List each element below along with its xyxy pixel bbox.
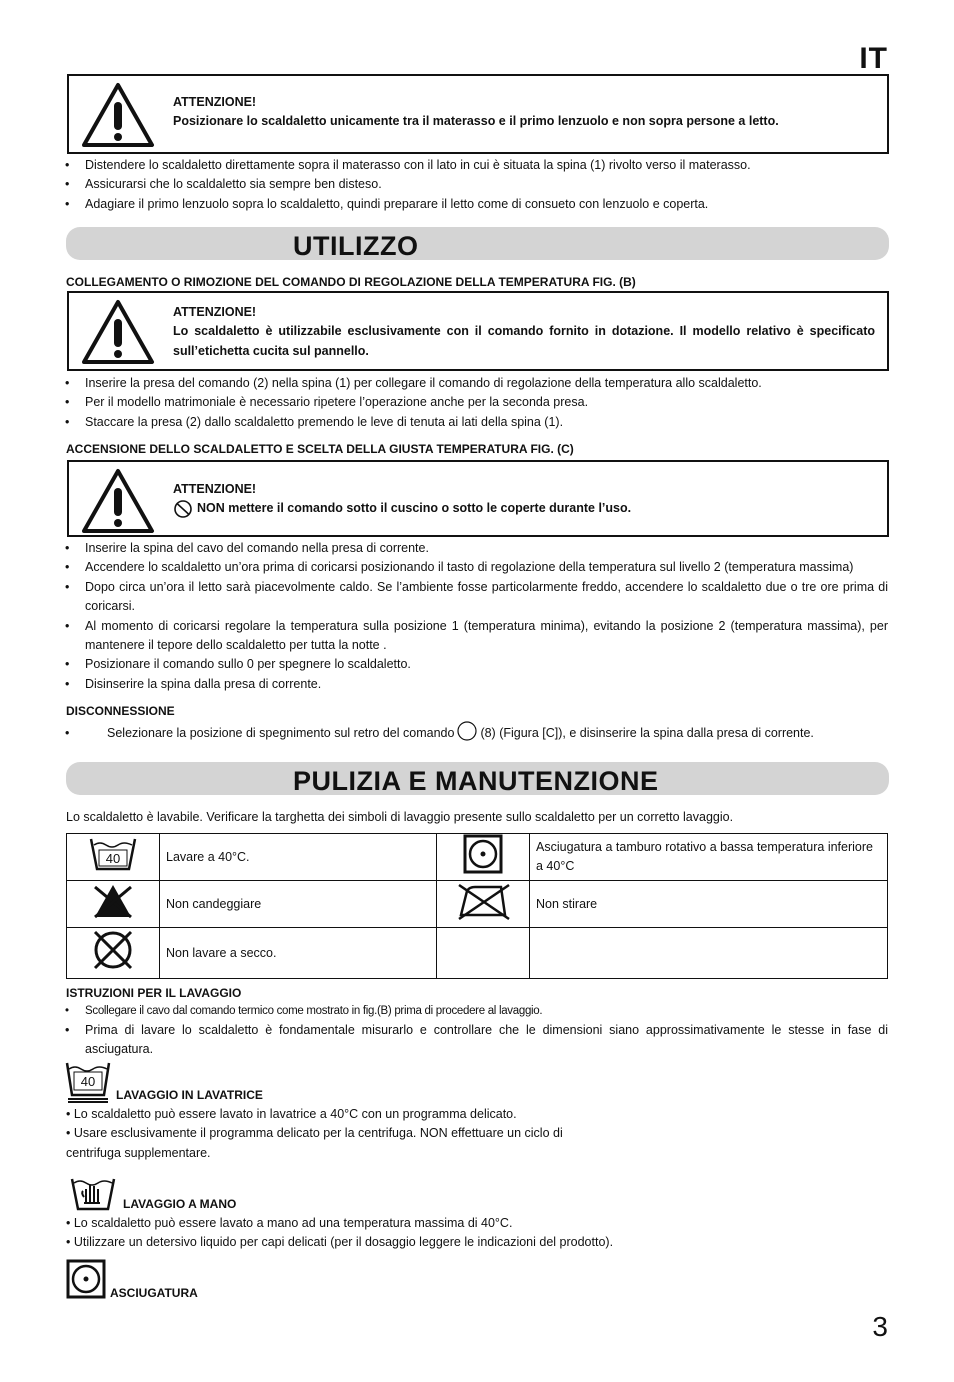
list-item: • Al momento di coricarsi regolare la temperatura sulla posizione 1 (temperatura minima), evitando la posizione 2 (temperatura massima), per mantenere il tepore dello scaldaletto per tutta la notte . bbox=[65, 617, 888, 656]
istruzioni-bullet-list bbox=[65, 1003, 888, 1060]
wash-40-icon bbox=[65, 1061, 111, 1103]
list-item: • Per il modello matrimoniale è necessario ripetere l’operazione anche per la seconda presa. bbox=[65, 393, 888, 412]
warning-text: Lo scaldaletto è utilizzabile esclusivamente con il comando fornito in dotazione. Il modello relativo è specificato sull’etichetta cucita sul pannello. bbox=[173, 324, 875, 358]
list-item: • Inserire la presa del comando (2) nella spina (1) per collegare il comando di regolazione della temperatura allo scaldaletto. bbox=[65, 374, 888, 393]
table-cell bbox=[437, 834, 530, 881]
lavatrice-line: • Lo scaldaletto può essere lavato in lavatrice a 40°C con un programma delicato. bbox=[66, 1107, 517, 1121]
list-item: • Posizionare il comando sullo 0 per spegnere lo scaldaletto. bbox=[65, 655, 888, 674]
table-cell: Non candeggiare bbox=[160, 881, 437, 928]
table-cell bbox=[437, 928, 530, 979]
warning-triangle-icon bbox=[81, 82, 155, 148]
power-off-circle-icon bbox=[456, 721, 478, 741]
tumble-dry-icon bbox=[66, 1259, 106, 1299]
subsection-heading: DISCONNESSIONE bbox=[66, 704, 175, 718]
list-item: • Accendere lo scaldaletto un’ora prima di coricarsi posizionando il tasto di regolazione della temperatura sul livello 2 (temperatura massima) bbox=[65, 558, 888, 577]
section-header-pulizia bbox=[66, 762, 889, 795]
hand-wash-icon bbox=[70, 1173, 116, 1213]
warning-title: ATTENZIONE! bbox=[173, 95, 257, 109]
table-cell bbox=[437, 881, 530, 928]
list-item: • Adagiare il primo lenzuolo sopra lo scaldaletto, quindi preparare il letto come di consueto con lenzuolo e coperta. bbox=[65, 195, 888, 214]
section-header-utilizzo bbox=[66, 227, 889, 260]
section-title: PULIZIA E MANUTENZIONE bbox=[293, 766, 659, 796]
table-row bbox=[67, 881, 888, 928]
table-cell bbox=[67, 928, 160, 979]
table-cell: Asciugatura a tamburo rotativo a bassa temperatura inferiore a 40°C bbox=[530, 834, 888, 881]
list-item: • Assicurarsi che lo scaldaletto sia sempre ben disteso. bbox=[65, 175, 888, 194]
subsection-heading: ACCENSIONE DELLO SCALDALETTO E SCELTA DELLA GIUSTA TEMPERATURA FIG. (C) bbox=[66, 442, 574, 456]
table-cell: Non lavare a secco. bbox=[160, 928, 437, 979]
list-item: • Scollegare il cavo dal comando termico come mostrato in fig.(B) prima di procedere al lavaggio. bbox=[65, 1003, 888, 1021]
lavatrice-line: • Usare esclusivamente il programma delicato per la centrifuga. NON effettuare un ciclo di bbox=[66, 1126, 563, 1140]
disconnessione-text-b: (8) (Figura [C]), e disinserire la spina dalla presa di corrente. bbox=[480, 726, 814, 741]
collegamento-bullet-list bbox=[65, 374, 888, 432]
page-number: 3 bbox=[872, 1311, 888, 1342]
table-row bbox=[67, 928, 888, 979]
prohibited-icon bbox=[173, 500, 195, 518]
warning-triangle-icon bbox=[81, 299, 155, 365]
pulizia-intro: Lo scaldaletto è lavabile. Verificare la targhetta dei simboli di lavaggio presente sullo scaldaletto per un corretto lavaggio. bbox=[66, 810, 734, 824]
no-dry-clean-icon bbox=[91, 928, 135, 972]
list-item: • Disinserire la spina dalla presa di corrente. bbox=[65, 675, 888, 694]
table-cell: Lavare a 40°C. bbox=[160, 834, 437, 881]
mano-line: • Utilizzare un detersivo liquido per capi delicati (per il dosaggio leggere le indicazioni del prodotto). bbox=[66, 1235, 614, 1249]
warning-box-control bbox=[67, 291, 889, 371]
no-iron-icon bbox=[453, 881, 513, 921]
warning-title: ATTENZIONE! bbox=[173, 305, 257, 319]
care-symbols-table bbox=[66, 833, 888, 979]
intro-bullet-list bbox=[65, 156, 888, 214]
subsection-heading: ASCIUGATURA bbox=[110, 1286, 198, 1300]
list-item: • Staccare la presa (2) dallo scaldaletto premendo le leve di tenuta ai lati della spina (1). bbox=[65, 413, 888, 432]
accensione-bullet-list bbox=[65, 539, 888, 694]
warning-box-pillow bbox=[67, 460, 889, 537]
subsection-heading: LAVAGGIO IN LAVATRICE bbox=[116, 1088, 263, 1102]
subsection-heading: ISTRUZIONI PER IL LAVAGGIO bbox=[66, 986, 242, 1000]
list-item: • Dopo circa un’ora il letto sarà piacevolmente caldo. Se l’ambiente fosse particolarmente freddo, accendere lo scaldaletto due o tre ore prima di coricarsi. bbox=[65, 578, 888, 617]
warning-box-positioning bbox=[67, 74, 889, 154]
table-cell: Non stirare bbox=[530, 881, 888, 928]
subsection-heading: COLLEGAMENTO O RIMOZIONE DEL COMANDO DI REGOLAZIONE DELLA TEMPERATURA FIG. (B) bbox=[66, 275, 636, 289]
list-item: • Distendere lo scaldaletto direttamente sopra il materasso con il lato in cui è situata la spina (1) rivolto verso il materasso. bbox=[65, 156, 888, 175]
table-cell bbox=[67, 834, 160, 881]
language-code: IT bbox=[859, 42, 888, 75]
subsection-heading: LAVAGGIO A MANO bbox=[123, 1197, 237, 1211]
table-row bbox=[67, 834, 888, 881]
wash-40-icon bbox=[88, 835, 138, 873]
warning-title: ATTENZIONE! bbox=[173, 482, 257, 496]
warning-text: Posizionare lo scaldaletto unicamente tra il materasso e il primo lenzuolo e non sopra persone a letto. bbox=[173, 114, 779, 129]
disconnessione-text-a: Selezionare la posizione di spegnimento sul retro del comando bbox=[107, 726, 455, 741]
warning-text: NON mettere il comando sotto il cuscino o sotto le coperte durante l’uso. bbox=[197, 501, 632, 516]
list-item: • Prima di lavare lo scaldaletto è fondamentale misurarlo e controllare che le dimensioni siano approssimativamente le stesse in fase di asciugatura. bbox=[65, 1021, 888, 1060]
disconnessione-line: • Selezionare la posizione di spegnimento sul retro del comando (8) (Figura [C]), e disinserire la spina dalla presa di corrente. bbox=[65, 724, 814, 744]
wash-temp-label: 40 bbox=[105, 851, 121, 867]
tumble-dry-low-icon bbox=[463, 834, 503, 874]
wash-temp-label: 40 bbox=[80, 1074, 96, 1089]
table-cell bbox=[530, 928, 888, 979]
warning-triangle-icon bbox=[81, 468, 155, 534]
list-item: • Inserire la spina del cavo del comando nella presa di corrente. bbox=[65, 539, 888, 558]
table-cell bbox=[67, 881, 160, 928]
section-title: UTILIZZO bbox=[293, 231, 419, 261]
no-bleach-icon bbox=[91, 881, 135, 921]
mano-line: • Lo scaldaletto può essere lavato a mano ad una temperatura massima di 40°C. bbox=[66, 1216, 513, 1230]
lavatrice-line: centrifuga supplementare. bbox=[66, 1146, 211, 1160]
